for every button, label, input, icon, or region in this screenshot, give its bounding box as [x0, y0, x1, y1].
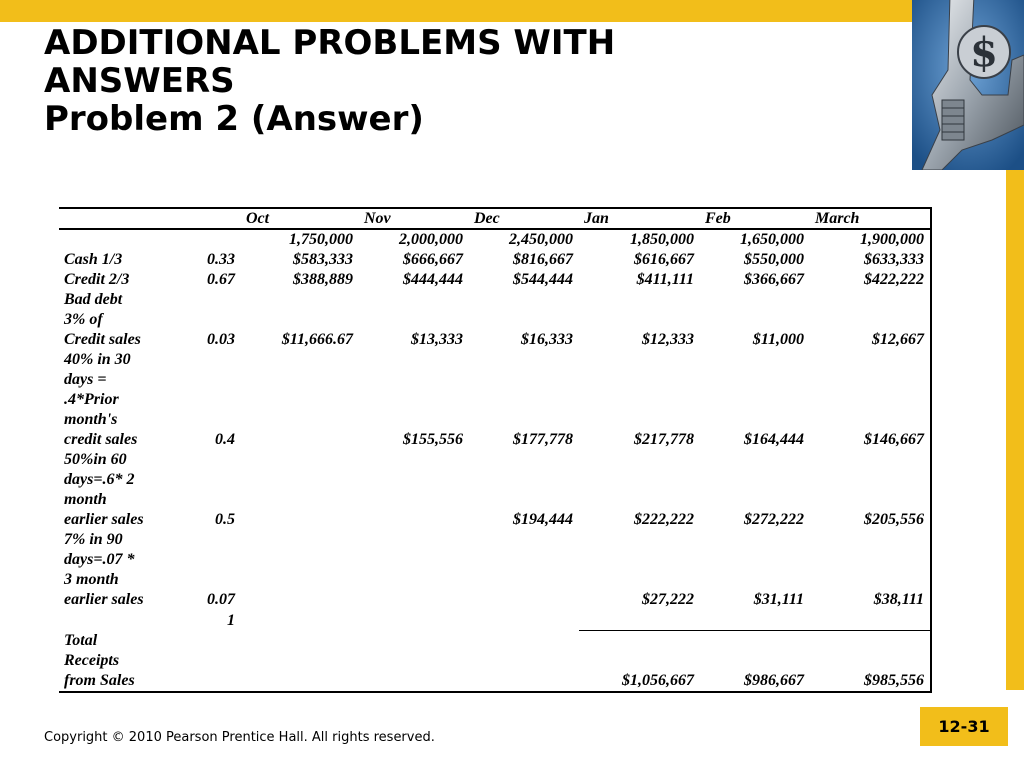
- table-row: [59, 530, 931, 550]
- value-cell: $16,333: [521, 331, 573, 348]
- value-cell: $205,556: [810, 510, 931, 530]
- value-cell: $217,778: [634, 431, 694, 448]
- row-label: days =: [64, 371, 107, 388]
- value-cell: [241, 590, 359, 610]
- row-label: .4*Prior: [64, 391, 119, 408]
- table-row: [59, 631, 931, 652]
- header-jan: Jan: [579, 208, 700, 229]
- table-row: [59, 550, 931, 570]
- row-label: 50%in 60: [64, 451, 127, 468]
- table-row: [59, 430, 931, 450]
- value-cell: $444,444: [403, 271, 463, 288]
- table-row: [59, 410, 931, 430]
- row-label: days=.07 *: [64, 551, 135, 568]
- value-cell: $222,222: [634, 511, 694, 528]
- row-label: Receipts: [64, 652, 120, 669]
- row-label: 3% of: [64, 311, 103, 328]
- value-cell: $11,666.67: [281, 331, 353, 348]
- table-row: [59, 250, 931, 270]
- table-row: [59, 390, 931, 410]
- table-row: [59, 610, 931, 631]
- row-label: Credit 2/3: [64, 271, 130, 288]
- sales-cell: 1,850,000: [630, 231, 694, 248]
- sales-cell: 1,900,000: [810, 229, 931, 250]
- value-cell: $388,889: [293, 271, 353, 288]
- table-row: [59, 370, 931, 390]
- table-row: [59, 570, 931, 590]
- table-row: [59, 229, 931, 250]
- top-accent-bar: [0, 0, 912, 22]
- factor-cell: 0.67: [207, 271, 235, 288]
- value-cell: $12,333: [642, 331, 694, 348]
- value-cell: [359, 671, 469, 692]
- value-cell: $164,444: [744, 431, 804, 448]
- svg-text:$: $: [970, 29, 998, 76]
- value-cell: $272,222: [744, 511, 804, 528]
- value-cell: $27,222: [642, 591, 694, 608]
- table-row: [59, 651, 931, 671]
- sales-cell: 1,650,000: [740, 231, 804, 248]
- copyright-notice: Copyright © 2010 Pearson Prentice Hall. All rights reserved.: [44, 730, 435, 745]
- header-cell: [59, 208, 186, 229]
- row-label: 40% in 30: [64, 351, 131, 368]
- value-cell: [469, 671, 579, 692]
- value-cell: $38,111: [810, 590, 931, 610]
- row-label: Total: [64, 632, 98, 649]
- factor-cell: 0.4: [215, 431, 235, 448]
- row-label: Credit sales: [64, 331, 141, 348]
- table-row: [59, 290, 931, 310]
- table-row: [59, 350, 931, 370]
- row-label: month: [64, 491, 107, 508]
- value-cell: [359, 510, 469, 530]
- row-label: credit sales: [64, 431, 138, 448]
- factor-cell: 0.07: [207, 591, 235, 608]
- value-cell: [241, 671, 359, 692]
- sales-cell: 2,000,000: [399, 231, 463, 248]
- cash-receipts-table: [59, 207, 932, 693]
- row-label: 3 month: [64, 571, 119, 588]
- title-line-2: ANSWERS: [44, 61, 235, 101]
- value-cell: $194,444: [513, 511, 573, 528]
- row-label: from Sales: [59, 671, 186, 692]
- table-row: [59, 470, 931, 490]
- value-cell: $633,333: [810, 250, 931, 270]
- value-cell: $544,444: [513, 271, 573, 288]
- wrench-dollar-icon: [912, 0, 1024, 170]
- table-header-row: [59, 208, 931, 229]
- table-row: [59, 510, 931, 530]
- row-label: month's: [64, 411, 118, 428]
- table-row: [59, 671, 931, 692]
- value-cell: $411,111: [636, 271, 694, 288]
- table-row: [59, 490, 931, 510]
- page-title: [44, 24, 904, 138]
- value-cell: $366,667: [744, 271, 804, 288]
- value-cell: [469, 590, 579, 610]
- factor-cell: 0.5: [215, 511, 235, 528]
- factor-cell: 1: [227, 611, 235, 629]
- value-cell: [241, 510, 359, 530]
- total-value-cell: $986,667: [700, 671, 810, 692]
- value-cell: $31,111: [753, 591, 804, 608]
- value-cell: $422,222: [810, 270, 931, 290]
- value-cell: $666,667: [403, 251, 463, 268]
- header-cell: [186, 208, 241, 229]
- value-cell: $616,667: [634, 251, 694, 268]
- value-cell: [359, 590, 469, 610]
- value-cell: $146,667: [810, 430, 931, 450]
- total-value-cell: $985,556: [810, 671, 931, 692]
- row-label: Bad debt: [64, 291, 123, 308]
- row-label: 7% in 90: [64, 531, 123, 548]
- row-label: earlier sales: [64, 591, 144, 608]
- value-cell: $13,333: [411, 331, 463, 348]
- title-line-1: ADDITIONAL PROBLEMS WITH: [44, 23, 616, 63]
- table-row: [59, 310, 931, 330]
- row-label: earlier sales: [64, 511, 144, 528]
- row-label: Cash 1/3: [64, 251, 123, 268]
- value-cell: [241, 430, 359, 450]
- value-cell: $155,556: [403, 431, 463, 448]
- header-feb: Feb: [700, 208, 810, 229]
- sales-cell: 1,750,000: [289, 231, 353, 248]
- row-label: days=.6* 2: [64, 471, 135, 488]
- value-cell: $177,778: [513, 431, 573, 448]
- table-row: [59, 450, 931, 470]
- slide-number: 12-31: [920, 707, 1008, 746]
- value-cell: $11,000: [752, 331, 804, 348]
- header-march: March: [810, 208, 931, 229]
- value-cell: $550,000: [744, 251, 804, 268]
- factor-cell: 0.33: [207, 251, 235, 268]
- factor-cell: 0.03: [207, 331, 235, 348]
- header-oct: Oct: [241, 208, 359, 229]
- right-accent-bar: [1006, 170, 1024, 690]
- value-cell: $816,667: [513, 251, 573, 268]
- value-cell: $583,333: [293, 251, 353, 268]
- value-cell: $12,667: [810, 330, 931, 350]
- header-nov: Nov: [359, 208, 469, 229]
- sales-cell: 2,450,000: [509, 231, 573, 248]
- table-row: [59, 270, 931, 290]
- title-line-3: Problem 2 (Answer): [44, 99, 424, 139]
- total-value-cell: $1,056,667: [579, 671, 700, 692]
- header-dec: Dec: [469, 208, 579, 229]
- table-row: [59, 330, 931, 350]
- table-row: [59, 590, 931, 610]
